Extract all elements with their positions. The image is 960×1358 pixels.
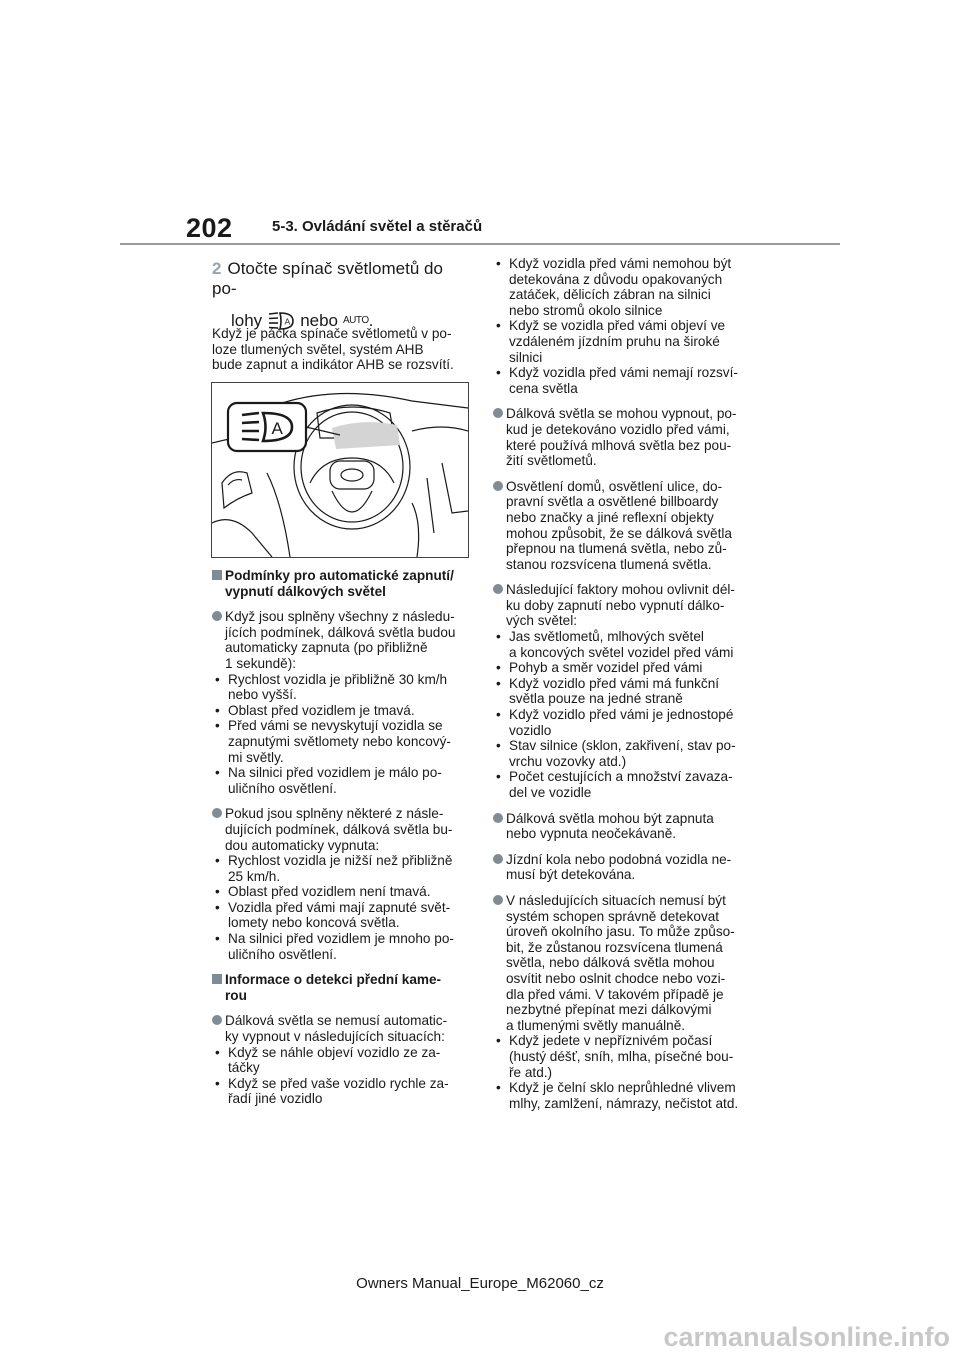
square-bullet-icon — [212, 570, 222, 580]
text-line: Když vozidla před vámi nemají rozsví- — [509, 365, 738, 381]
text-line: systém schopen správně detekovat — [506, 908, 720, 924]
text-line: mi světly. — [228, 749, 284, 765]
text-line: pravní světla a osvětlené billboardy — [506, 494, 719, 510]
text-line: Když se vozidla před vámi objeví ve — [509, 318, 726, 334]
text-line: nebo vyšší. — [228, 687, 297, 703]
dash-list-item — [493, 676, 761, 707]
dash-bullet-icon: • — [215, 1044, 220, 1060]
text-line: nezbytné přepínat mezi dálkovými — [506, 1002, 712, 1018]
dash-bullet-icon: • — [215, 671, 220, 687]
text-line: Dálková světla se nemusí automatic- — [225, 1013, 448, 1029]
dash-bullet-icon: • — [215, 702, 220, 718]
text-line: Když vozidlo před vámi je jednostopé — [509, 707, 734, 723]
dash-list-item — [212, 900, 474, 931]
text-line: Rychlost vozidla je nižší než přibližně — [228, 853, 453, 869]
text-line: Když jedete v nepříznivém počasí — [509, 1033, 713, 1049]
text-line: 1 sekundě): — [225, 655, 297, 671]
text-line: dou automaticky vypnuta: — [225, 837, 380, 853]
dash-list-item — [493, 365, 761, 396]
text-line: musí být detekována. — [506, 867, 636, 883]
bullet-paragraph — [493, 582, 761, 800]
text-line: Když je čelní sklo neprůhledné vlivem — [509, 1080, 736, 1096]
header-divider — [120, 243, 840, 245]
text-line: bit, že zůstanou rozsvícena tlumená — [506, 939, 723, 955]
dash-list-item — [212, 703, 474, 719]
bullet-paragraph — [493, 852, 761, 883]
left-column — [212, 568, 474, 1117]
round-bullet-icon — [493, 854, 503, 864]
text-line: mohou způsobit, že se dálková světla — [506, 525, 732, 541]
round-bullet-icon — [212, 808, 222, 818]
text-line: kud je detekováno vozidlo před vámi, — [506, 421, 730, 437]
step-line-2-mid: nebo — [300, 311, 339, 330]
text-line: Když vozidlo před vámi má funkční — [509, 675, 720, 691]
text-line: automaticky zapnuta (po přibližně — [225, 640, 428, 656]
dash-bullet-icon: • — [215, 718, 220, 734]
text-line: Vozidla před vámi mají zapnuté svět- — [228, 899, 451, 915]
text-line: nebo vypnuta neočekávaně. — [506, 826, 677, 842]
text-line: 25 km/h. — [228, 868, 281, 884]
auto-label-icon: AUTO — [343, 315, 369, 326]
text-line: Když vozidla před vámi nemohou být — [509, 256, 732, 271]
text-line: Počet cestujících a množství zavaza- — [509, 769, 733, 785]
text-line: del ve vozidle — [509, 785, 592, 800]
text-line: stanou rozsvícena tlumená světla. — [506, 556, 712, 572]
round-bullet-icon — [212, 611, 222, 621]
step-number: 2 — [212, 259, 222, 278]
text-line: Když se před vaše vozidlo rychle za- — [228, 1075, 449, 1091]
text-line: úroveň okolního jasu. To může způso- — [506, 924, 735, 940]
dash-list-item — [212, 765, 474, 796]
dash-bullet-icon: • — [496, 707, 501, 723]
text-line: Osvětlení domů, osvětlení ulice, do- — [506, 478, 723, 494]
bullet-paragraph — [493, 811, 761, 842]
intro-line: bude zapnut a indikátor AHB se rozsvítí. — [212, 357, 454, 373]
text-line: a tlumenými světly manuálně. — [506, 1017, 686, 1033]
text-line: nebo značky a jiné reflexní objekty — [506, 509, 714, 525]
text-line: lomety nebo koncová světla. — [228, 915, 400, 931]
bullet-paragraph — [212, 1013, 474, 1107]
dash-list-item — [493, 1033, 761, 1080]
text-line: světla pouze na jedné straně — [509, 691, 683, 707]
dash-bullet-icon: • — [496, 738, 501, 754]
dash-list-item — [493, 738, 761, 769]
text-line: silnici — [509, 349, 543, 365]
text-line: vozidlo — [509, 722, 552, 738]
dash-list-item — [493, 1080, 761, 1111]
dash-list-item — [212, 853, 474, 884]
footer-manual-id: Owners Manual_Europe_M62060_cz — [356, 1275, 604, 1292]
dashboard-illustration — [211, 382, 469, 558]
section-heading — [212, 972, 474, 1003]
dash-bullet-icon: • — [215, 765, 220, 781]
text-line: V následujících situacích nemusí být — [506, 892, 726, 908]
text-line: Na silnici před vozidlem je mnoho po- — [228, 931, 454, 947]
text-line: detekována z důvodu opakovaných — [509, 271, 723, 287]
text-line: Rychlost vozidla je přibližně 30 km/h — [228, 671, 448, 687]
round-bullet-icon — [493, 408, 503, 418]
round-bullet-icon — [493, 895, 503, 905]
text-line: Dálková světla se mohou vypnout, po- — [506, 406, 737, 422]
dash-list-item — [493, 256, 761, 318]
bullet-paragraph — [493, 893, 761, 1111]
dash-bullet-icon: • — [215, 899, 220, 915]
section-title: 5-3. Ovládání světel a stěračů — [272, 218, 483, 235]
dash-bullet-icon: • — [496, 1033, 501, 1049]
text-line: a koncových světel vozidel před vámi — [509, 644, 734, 660]
dash-list-item — [493, 318, 761, 365]
steering-wheel-drawing — [212, 383, 468, 557]
bullet-paragraph — [493, 406, 761, 468]
dash-list-item — [212, 672, 474, 703]
bullet-paragraph — [212, 806, 474, 962]
text-line: Stav silnice (sklon, zakřivení, stav po- — [509, 738, 736, 754]
text-line: ře atd.) — [509, 1064, 553, 1080]
text-line: osvítit nebo oslnit chodce nebo vozi- — [506, 970, 726, 986]
dash-bullet-icon: • — [215, 1075, 220, 1091]
intro-paragraph — [212, 326, 472, 373]
text-line: Pohyb a směr vozidel před vámi — [509, 660, 703, 676]
round-bullet-icon — [493, 584, 503, 594]
text-line: Když jsou splněny všechny z následu- — [225, 609, 455, 625]
dash-bullet-icon: • — [496, 675, 501, 691]
text-line: řadí jiné vozidlo — [228, 1091, 323, 1107]
text-line: táčky — [228, 1060, 260, 1076]
text-line: uličního osvětlení. — [228, 946, 337, 962]
text-line: Před vámi se nevyskytují vozidla se — [228, 718, 443, 734]
text-line: žití světlometů. — [506, 453, 597, 469]
text-line: Když se náhle objeví vozidlo ze za- — [228, 1044, 441, 1060]
text-line: Oblast před vozidlem je tmavá. — [228, 702, 415, 718]
text-line: Dálková světla mohou být zapnuta — [506, 810, 714, 826]
dash-list-item — [212, 718, 474, 765]
text-line: uličního osvětlení. — [228, 780, 337, 796]
text-line: ku doby zapnutí nebo vypnutí dálko- — [506, 597, 725, 613]
dash-list-item — [493, 769, 761, 800]
round-bullet-icon — [493, 481, 503, 491]
step-line-2-end: . — [368, 311, 374, 330]
dash-bullet-icon: • — [496, 660, 501, 676]
dash-list — [493, 256, 761, 396]
dash-bullet-icon: • — [496, 1080, 501, 1096]
dash-bullet-icon: • — [496, 769, 501, 785]
text-line: které používá mlhová světla bez pou- — [506, 437, 732, 453]
dash-list-item — [493, 629, 761, 660]
dash-list-item — [212, 1076, 474, 1107]
text-line: dujících podmínek, dálková světla bu- — [225, 821, 453, 837]
text-line: světla, nebo dálková světla mohou — [506, 955, 715, 971]
text-line: (hustý déšť, sníh, mlha, písečné bou- — [509, 1048, 734, 1064]
dash-list-item — [493, 707, 761, 738]
text-line: Podmínky pro automatické zapnutí/ — [225, 568, 454, 583]
text-line: Na silnici před vozidlem je málo po- — [228, 765, 442, 781]
text-line: ky vypnout v následujících situacích: — [225, 1029, 445, 1045]
text-line: přepnou na tlumená světla, nebo zů- — [506, 541, 727, 557]
text-line: zapnutými světlomety nebo koncový- — [228, 733, 451, 749]
dash-list-item — [212, 1045, 474, 1076]
text-line: jících podmínek, dálková světla budou — [225, 624, 456, 640]
text-line: nebo stromů okolo silnice — [509, 302, 663, 318]
text-line: Informace o detekci přední kame- — [225, 972, 442, 988]
step-line-2-prefix: lohy — [231, 311, 263, 330]
text-line: zatáček, dělicích zábran na silnici — [509, 287, 711, 303]
text-line: mlhy, zamlžení, námrazy, nečistot atd. — [509, 1095, 739, 1111]
text-line: vypnutí dálkových světel — [225, 583, 386, 599]
text-line: cena světla — [509, 380, 578, 396]
dash-list-item — [212, 884, 474, 900]
dash-bullet-icon: • — [215, 853, 220, 869]
text-line: dla před vámi. V takovém případě je — [506, 986, 724, 1002]
round-bullet-icon — [493, 813, 503, 823]
dash-bullet-icon: • — [496, 365, 501, 381]
dash-bullet-icon: • — [496, 256, 501, 271]
text-line: Jas světlometů, mlhových světel — [509, 629, 704, 645]
text-line: vzdáleném jízdním pruhu na široké — [509, 333, 720, 349]
intro-line: Když je páčka spínače světlometů v po- — [212, 326, 452, 341]
dash-bullet-icon: • — [496, 629, 501, 645]
text-line: Následující faktory mohou ovlivnit dél- — [506, 582, 735, 598]
text-line: rou — [225, 987, 247, 1003]
watermark: carmanualsonline.info — [663, 1322, 950, 1352]
dash-list-item — [493, 660, 761, 676]
auto-icon-letter: A — [284, 316, 291, 327]
step-line-1: Otočte spínač světlometů do po- — [212, 259, 443, 298]
text-line: vých světel: — [506, 613, 578, 629]
dash-bullet-icon: • — [215, 931, 220, 947]
bullet-paragraph — [493, 479, 761, 573]
round-bullet-icon — [212, 1015, 222, 1025]
right-column — [493, 256, 761, 1121]
dash-bullet-icon: • — [496, 318, 501, 334]
text-line: Jízdní kola nebo podobná vozidla ne- — [506, 851, 732, 867]
dash-bullet-icon: • — [215, 884, 220, 900]
intro-line: loze tlumených světel, systém AHB — [212, 341, 424, 357]
text-line: Oblast před vozidlem není tmavá. — [228, 884, 431, 900]
step-instruction — [212, 259, 472, 332]
callout-auto-letter: A — [271, 419, 283, 438]
section-heading — [212, 568, 474, 599]
page-number: 202 — [186, 213, 233, 243]
text-line: Pokud jsou splněny některé z násle- — [225, 806, 444, 822]
bullet-paragraph — [212, 609, 474, 796]
square-bullet-icon — [212, 974, 222, 984]
dash-list-item — [212, 931, 474, 962]
text-line: vrchu vozovky atd.) — [509, 753, 627, 769]
